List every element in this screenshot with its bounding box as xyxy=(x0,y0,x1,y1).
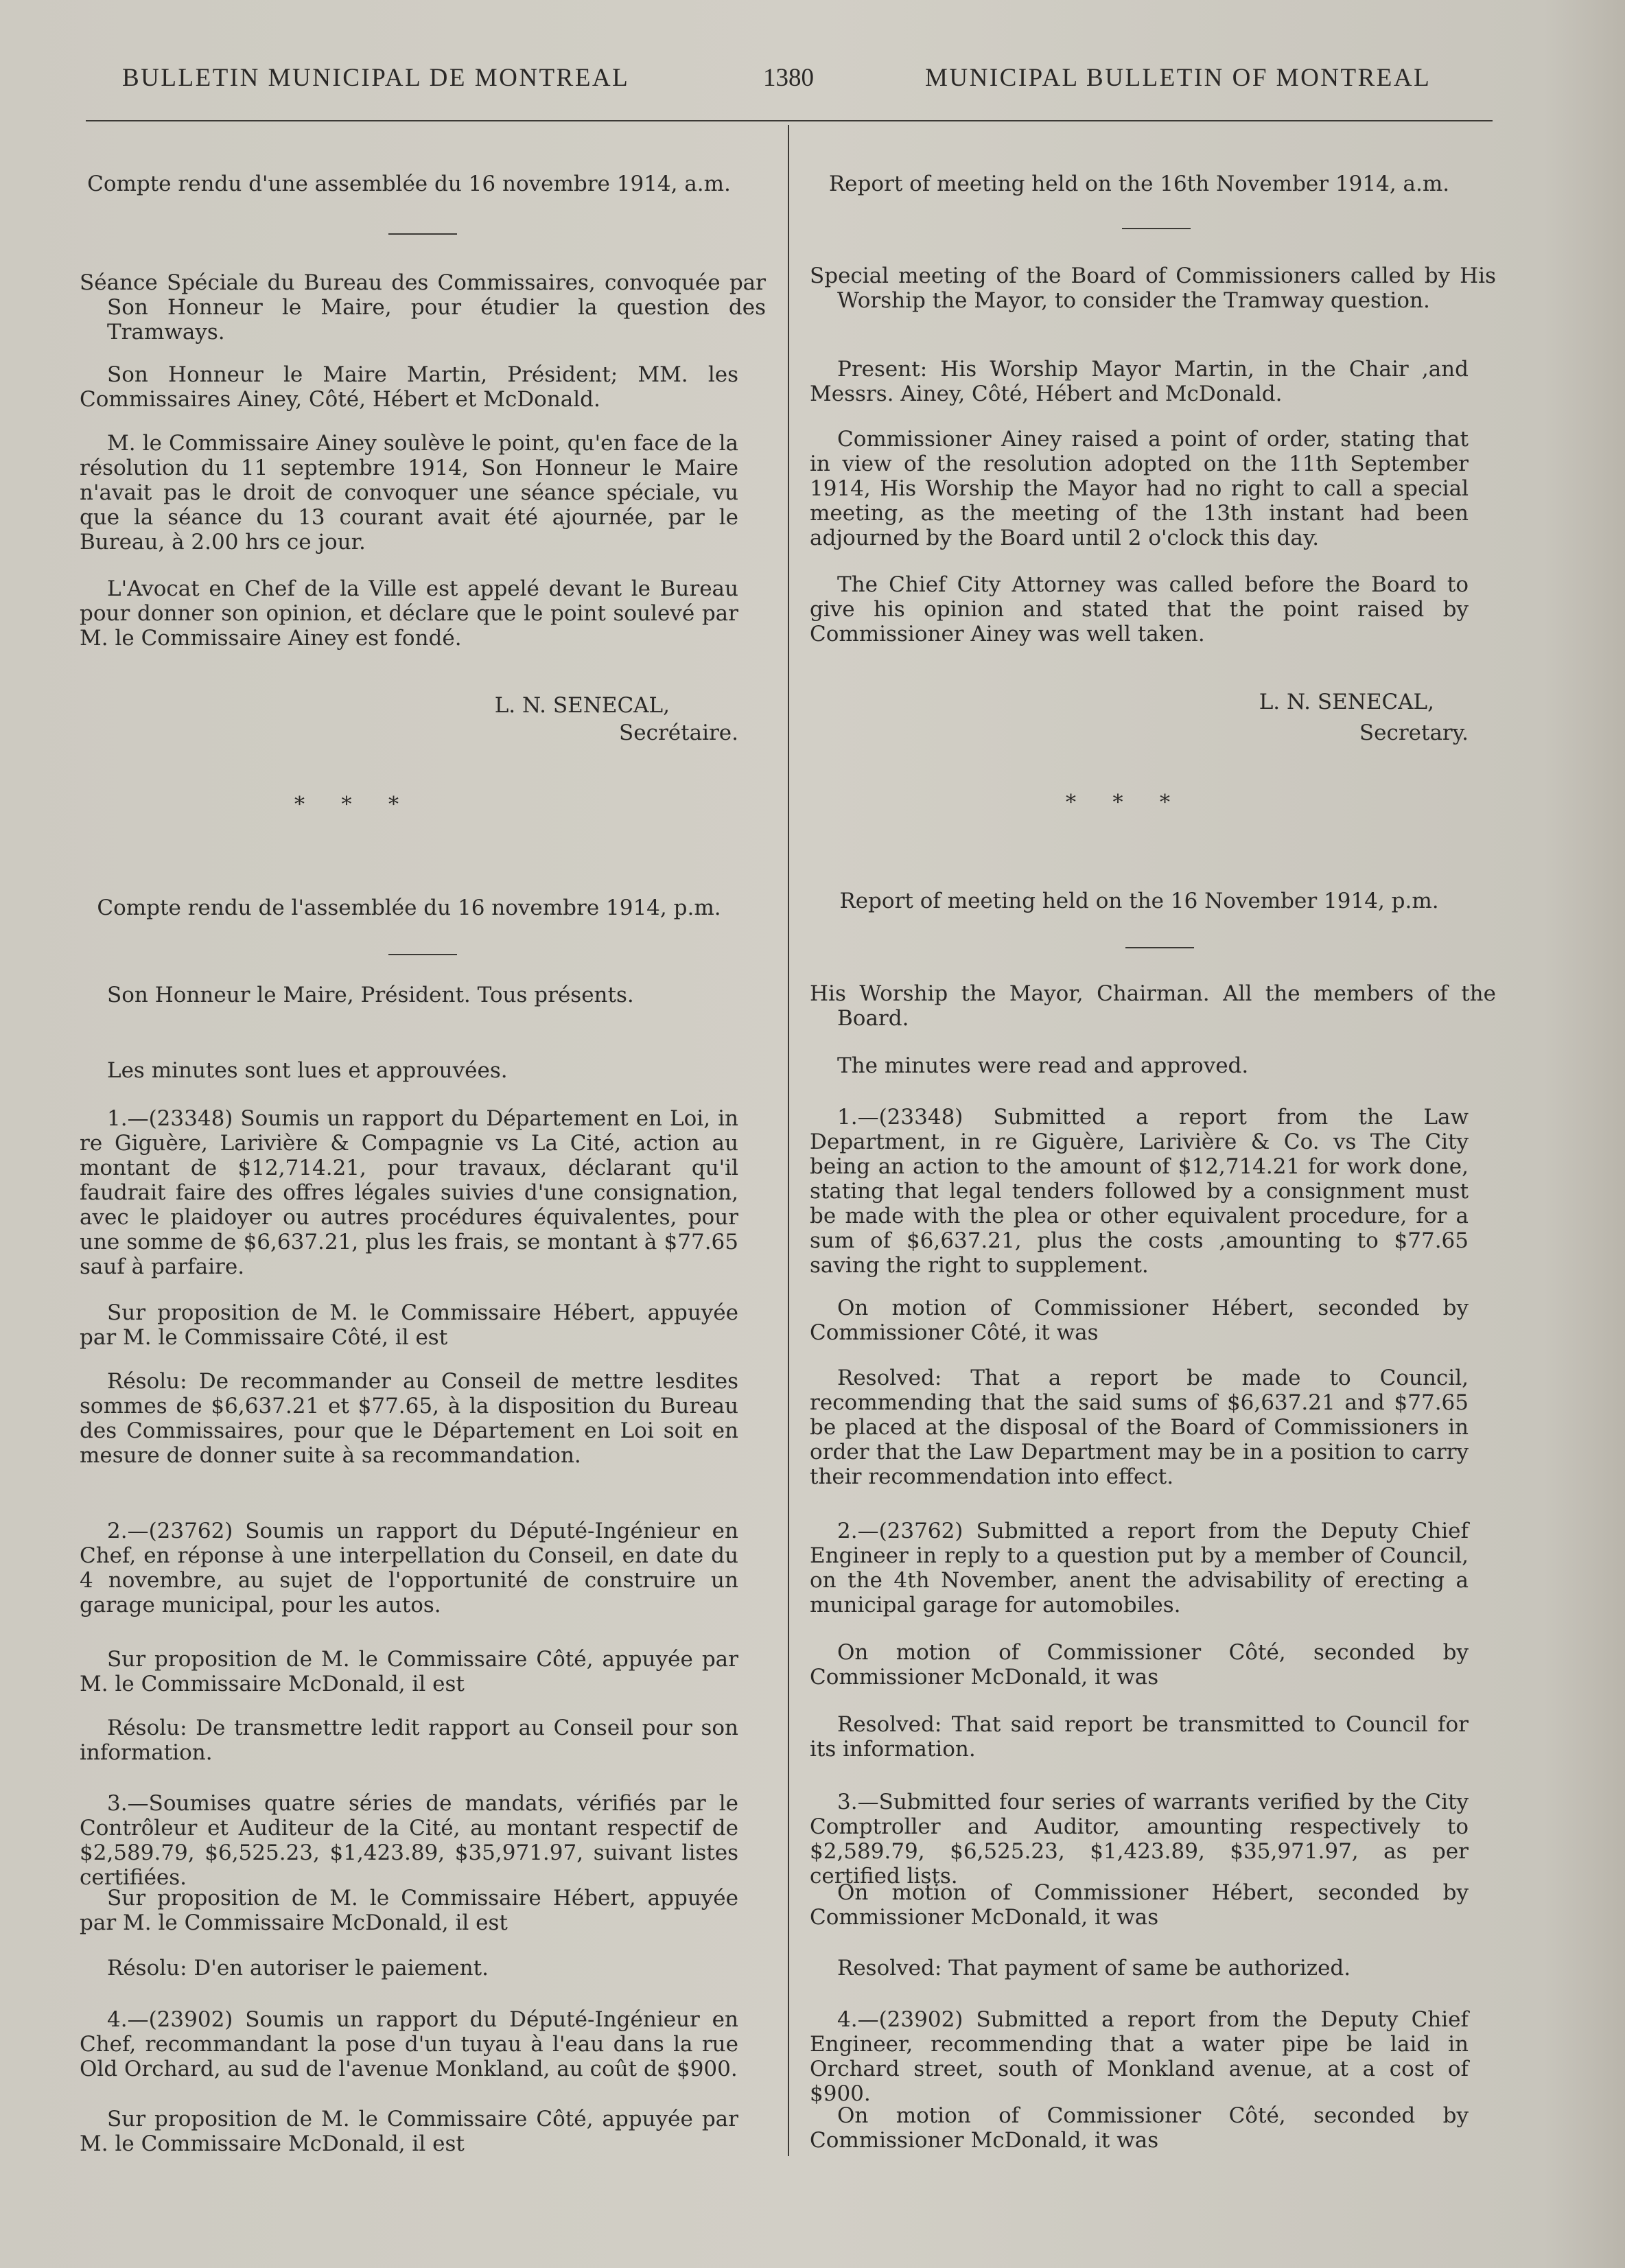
fr-s2-p1: Son Honneur le Maire, Président. Tous présents. xyxy=(107,983,634,1007)
fr-item4-motion: Sur proposition de M. le Commissaire Côté, appuyée par M. le Commissaire McDonald, il est xyxy=(80,2107,738,2156)
fr-s1-p4: L'Avocat en Chef de la Ville est appelé devant le Bureau pour donner son opinion, et déclare que le point soulevé par M. le Commissaire Ainey est fondé. xyxy=(80,576,738,651)
header-english-title: MUNICIPAL BULLETIN OF MONTREAL xyxy=(925,64,1431,92)
fr-item2: 2.—(23762) Soumis un rapport du Député-Ingénieur en Chef, en réponse à une interpellation du Conseil, en date du 4 novembre, au sujet de l'opportunité de construire un garage municipal, pour les autos. xyxy=(80,1519,738,1617)
fr-item3-motion: Sur proposition de M. le Commissaire Hébert, appuyée par M. le Commissaire McDonald, il est xyxy=(80,1886,738,1935)
en-s1-title: Report of meeting held on the 16th November 1914, a.m. xyxy=(828,172,1450,196)
fr-separator-stars: * * * xyxy=(294,793,414,817)
column-divider xyxy=(788,125,789,2156)
fr-item1-motion: Sur proposition de M. le Commissaire Hébert, appuyée par M. le Commissaire Côté, il est xyxy=(80,1300,738,1350)
en-s1-p3: Commissioner Ainey raised a point of order, stating that in view of the resolution adopted on the 11th September 1914, His Worship the Mayor had no right to call a special meeting, as the meeting of the 13th instant had been adjourned by the Board until 2 o'clock this day. xyxy=(810,427,1469,550)
fr-s1-p1: Séance Spéciale du Bureau des Commissaires, convoquée par Son Honneur le Maire, pour étudier la question des Tramways. xyxy=(80,270,766,344)
header-french-title: BULLETIN MUNICIPAL DE MONTREAL xyxy=(122,64,630,92)
en-item2-resolution: Resolved: That said report be transmitted to Council for its information. xyxy=(810,1712,1469,1762)
en-s1-p4: The Chief City Attorney was called before the Board to give his opinion and stated that the point raised by Commissioner Ainey was well taken. xyxy=(810,572,1469,646)
en-signature-title: Secretary. xyxy=(1359,721,1469,745)
en-signature-name: L. N. SENECAL, xyxy=(1259,690,1434,714)
fr-signature-name: L. N. SENECAL, xyxy=(494,693,670,718)
fr-item1: 1.—(23348) Soumis un rapport du Département en Loi, in re Giguère, Larivière & Compagnie vs La Cité, action au montant de $12,714.21, pour travaux, déclarant qu'il faudrait faire des offres légales suivies d'une consignation, avec le plaidoyer ou autres procédures équivalentes, pour une somme de $6,637.21, plus les frais, se montant à $77.65 sauf à parfaire. xyxy=(80,1106,738,1279)
fr-item2-resolution: Résolu: De transmettre ledit rapport au Conseil pour son information. xyxy=(80,1716,738,1765)
header-rule xyxy=(86,120,1493,121)
fr-item3: 3.—Soumises quatre séries de mandats, vérifiés par le Contrôleur et Auditeur de la Cité, au montant respectif de $2,589.79, $6,525.23, $1,423.89, $35,971.97, suivant listes certifiées. xyxy=(80,1791,738,1890)
en-item2-motion: On motion of Commissioner Côté, seconded by Commissioner McDonald, it was xyxy=(810,1640,1469,1690)
en-s1-p1: Special meeting of the Board of Commissioners called by His Worship the Mayor, to consider the Tramway question. xyxy=(810,264,1496,313)
en-s2-rule xyxy=(1125,947,1194,948)
page-number: 1380 xyxy=(763,64,814,92)
en-item3: 3.—Submitted four series of warrants verified by the City Comptroller and Auditor, amounting respectively to $2,589.79, $6,525.23, $1,423.89, $35,971.97, as per certified lists. xyxy=(810,1790,1469,1889)
fr-s1-rule xyxy=(388,233,457,235)
en-item4: 4.—(23902) Submitted a report from the Deputy Chief Engineer, recommending that a water pipe be laid in Orchard street, south of Monkland avenue, at a cost of $900. xyxy=(810,2007,1469,2106)
fr-s1-p2: Son Honneur le Maire Martin, Président; MM. les Commissaires Ainey, Côté, Hébert et McDonald. xyxy=(80,362,738,412)
en-item4-motion: On motion of Commissioner Côté, seconded by Commissioner McDonald, it was xyxy=(810,2103,1469,2153)
en-item3-motion: On motion of Commissioner Hébert, seconded by Commissioner McDonald, it was xyxy=(810,1880,1469,1930)
en-separator-stars: * * * xyxy=(1065,791,1186,815)
en-s1-p2: Present: His Worship Mayor Martin, in the Chair ,and Messrs. Ainey, Côté, Hébert and McDonald. xyxy=(810,357,1469,406)
en-item1-motion: On motion of Commissioner Hébert, seconded by Commissioner Côté, it was xyxy=(810,1296,1469,1345)
en-item3-resolution: Resolved: That payment of same be authorized. xyxy=(837,1956,1351,1980)
fr-s1-p3: M. le Commissaire Ainey soulève le point, qu'en face de la résolution du 11 septembre 1914, Son Honneur le Maire n'avait pas le droit de convoquer une séance spéciale, vu que la séance du 13 courant avait été ajournée, par le Bureau, à 2.00 hrs ce jour. xyxy=(80,431,738,554)
fr-s2-p2: Les minutes sont lues et approuvées. xyxy=(107,1058,508,1083)
fr-item3-resolution: Résolu: D'en autoriser le paiement. xyxy=(107,1956,489,1980)
en-item1: 1.—(23348) Submitted a report from the Law Department, in re Giguère, Larivière & Co. vs The City being an action to the amount of $12,714.21 for work done, stating that legal tenders followed by a consignment must be made with the plea or other equivalent procedure, for a sum of $6,637.21, plus the costs ,amounting to $77.65 saving the right to supplement. xyxy=(810,1105,1469,1278)
en-s1-rule xyxy=(1122,228,1191,229)
page-header xyxy=(0,63,1625,104)
fr-signature-title: Secrétaire. xyxy=(619,721,738,745)
fr-item1-resolution: Résolu: De recommander au Conseil de mettre lesdites sommes de $6,637.21 et $77.65, à la disposition du Bureau des Commissaires, pour que le Département en Loi soit en mesure de donner suite à sa recommandation. xyxy=(80,1369,738,1468)
fr-item4: 4.—(23902) Soumis un rapport du Député-Ingénieur en Chef, recommandant la pose d'un tuyau à l'eau dans la rue Old Orchard, au sud de l'avenue Monkland, au coût de $900. xyxy=(80,2007,738,2081)
fr-s2-title: Compte rendu de l'assemblée du 16 novembre 1914, p.m. xyxy=(97,896,721,920)
fr-s1-title: Compte rendu d'une assemblée du 16 novembre 1914, a.m. xyxy=(87,172,731,196)
en-item1-resolution: Resolved: That a report be made to Council, recommending that the said sums of $6,637.21 and $77.65 be placed at the disposal of the Board of Commissioners in order that the Law Department may be in a position to carry their recommendation into effect. xyxy=(810,1366,1469,1489)
fr-s2-rule xyxy=(388,954,457,955)
fr-item2-motion: Sur proposition de M. le Commissaire Côté, appuyée par M. le Commissaire McDonald, il est xyxy=(80,1647,738,1696)
en-item2: 2.—(23762) Submitted a report from the Deputy Chief Engineer in reply to a question put by a member of Council, on the 4th November, anent the advisability of erecting a municipal garage for automobiles. xyxy=(810,1519,1469,1617)
en-s2-p1: His Worship the Mayor, Chairman. All the members of the Board. xyxy=(810,981,1496,1031)
en-s2-title: Report of meeting held on the 16 November 1914, p.m. xyxy=(839,889,1439,913)
en-s2-p2: The minutes were read and approved. xyxy=(837,1053,1249,1078)
